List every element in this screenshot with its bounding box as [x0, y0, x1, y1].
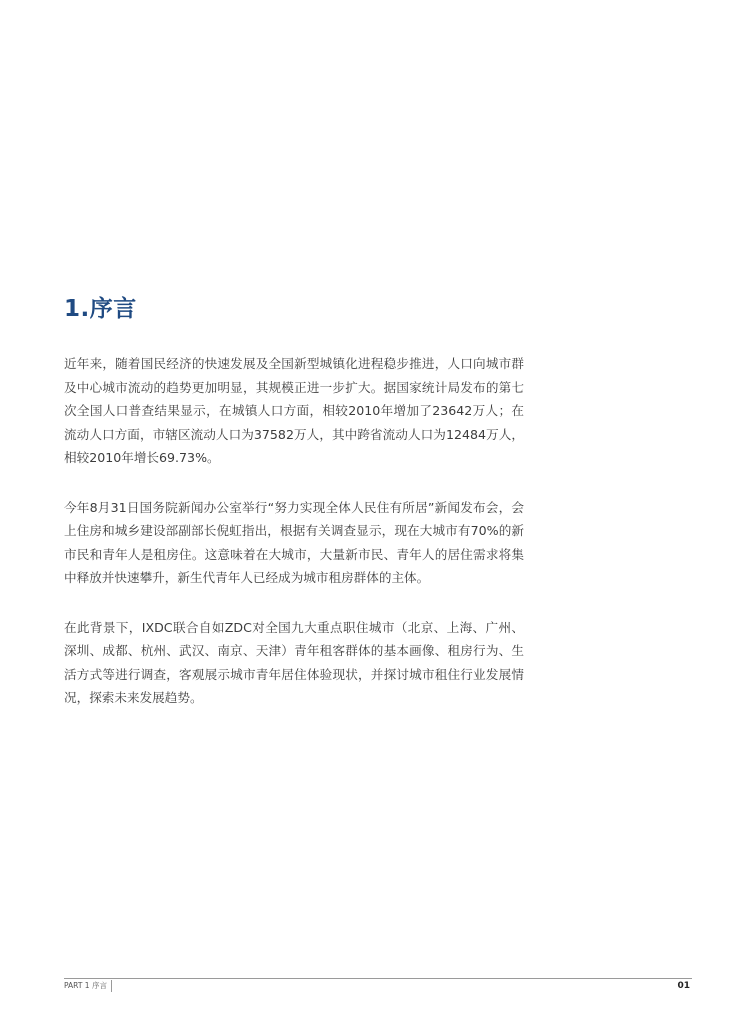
body-text [64, 352, 524, 736]
paragraph: 在此背景下，IXDC联合自如ZDC对全国九大重点职住城市（北京、上海、广州、深圳、成都、杭州、武汉、南京、天津）青年租客群体的基本画像、租房行为、生活方式等进行调查，客观展示城市青年居住体验现状，并探讨城市租住行业发展情况，探索未来发展趋势。 [64, 619, 524, 705]
section-title: 1.序言 [64, 296, 137, 322]
paragraph: 近年来，随着国民经济的快速发展及全国新型城镇化进程稳步推进，人口向城市群及中心城市流动的趋势更加明显，其规模正进一步扩大。据国家统计局发布的第七次全国人口普查结果显示，在城镇人口方面，相较2010年增加了23642万人；在流动人口方面，市辖区流动人口为37582万人，其中跨省流动人口为12484万人，相较2010年增长69.73%。 [64, 356, 524, 465]
page-footer [64, 978, 692, 993]
paragraph: 今年8月31日国务院新闻办公室举行“努力实现全体人民住有所居”新闻发布会，会上住房和城乡建设部副部长倪虹指出，根据有关调查显示，现在大城市有70%的新市民和青年人是租房住。这意味着在大城市，大量新市民、青年人的居住需求将集中释放并快速攀升，新生代青年人已经成为城市租房群体的主体。 [64, 499, 524, 585]
footer-section-label: PART 1 序言 [64, 980, 112, 992]
page-number: 01 [677, 981, 690, 991]
